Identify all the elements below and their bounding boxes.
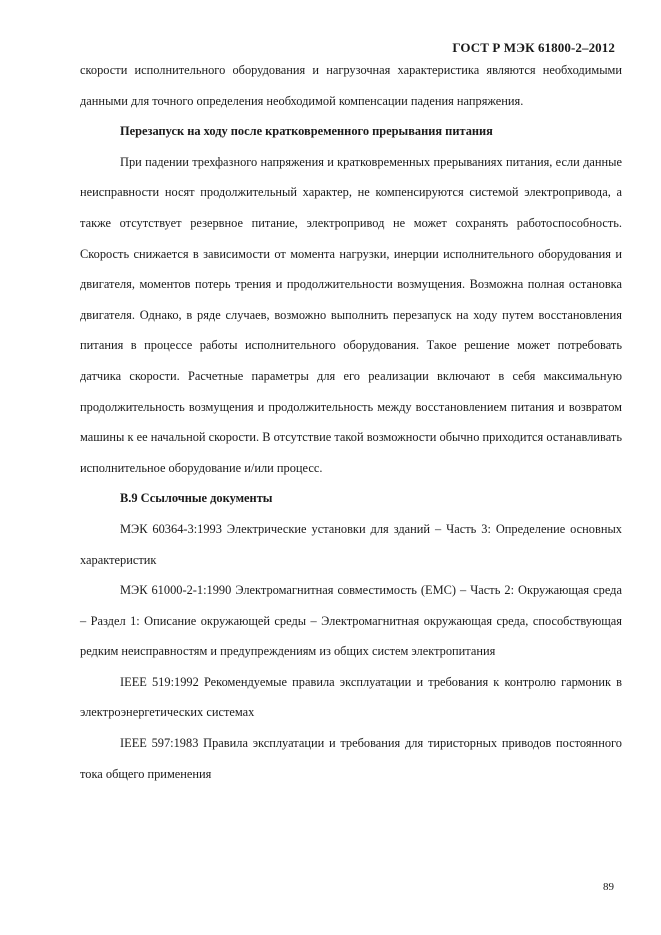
reference-item: IEEE 519:1992 Рекомендуемые правила эксплуатации и требования к контролю гармоник в электроэнергетических системах bbox=[80, 674, 622, 720]
standard-header: ГОСТ Р МЭК 61800-2–2012 bbox=[452, 40, 615, 55]
section-heading-restart: Перезапуск на ходу после кратковременного прерывания питания bbox=[120, 124, 493, 139]
section-heading-references: B.9 Ссылочные документы bbox=[120, 491, 273, 506]
reference-item: МЭК 60364-3:1993 Электрические установки для зданий – Часть 3: Определение основных характеристик bbox=[80, 521, 622, 567]
reference-item: IEEE 597:1983 Правила эксплуатации и требования для тиристорных приводов постоянного тока общего применения bbox=[80, 736, 622, 781]
page-number: 89 bbox=[603, 881, 614, 893]
restart-paragraph: При падении трехфазного напряжения и кратковременных прерываниях питания, если данные неисправности носят продолжительный характер, не компенсируются системой электропривода, а также отсутствует резервное питание, электропривод не может сохранять работоспособность. Скорость снижается в зависимости от момента нагрузки, инерции исполнительного оборудования и двигателя, моментов потерь трения и продолжительности возмущения. Возможна полная остановка двигателя. Однако, в ряде случаев, возможно выполнить перезапуск на ходу путем восстановления питания в процессе работы исполнительного оборудования. Такое решение может потребовать датчика скорости. Расчетные параметры для его реализации включают в себя максимальную продолжительность возмущения и продолжительность между восстановлением питания и возвратом машины к ее начальной скорости. В отсутствие такой возможности обычно приходится останавливать исполнительное оборудование и/или процесс. bbox=[80, 154, 622, 475]
page-body bbox=[80, 55, 622, 789]
intro-paragraph: скорости исполнительного оборудования и нагрузочная характеристика являются необходимыми данными для точного определения необходимой компенсации падения напряжения. bbox=[80, 63, 622, 108]
reference-item: МЭК 61000-2-1:1990 Электромагнитная совместимость (ЕМС) – Часть 2: Окружающая среда – Раздел 1: Описание окружающей среды – Электромагнитная окружающая среда, способствующая редким неисправностям и предупреждениям из общих систем электропитания bbox=[80, 583, 622, 659]
